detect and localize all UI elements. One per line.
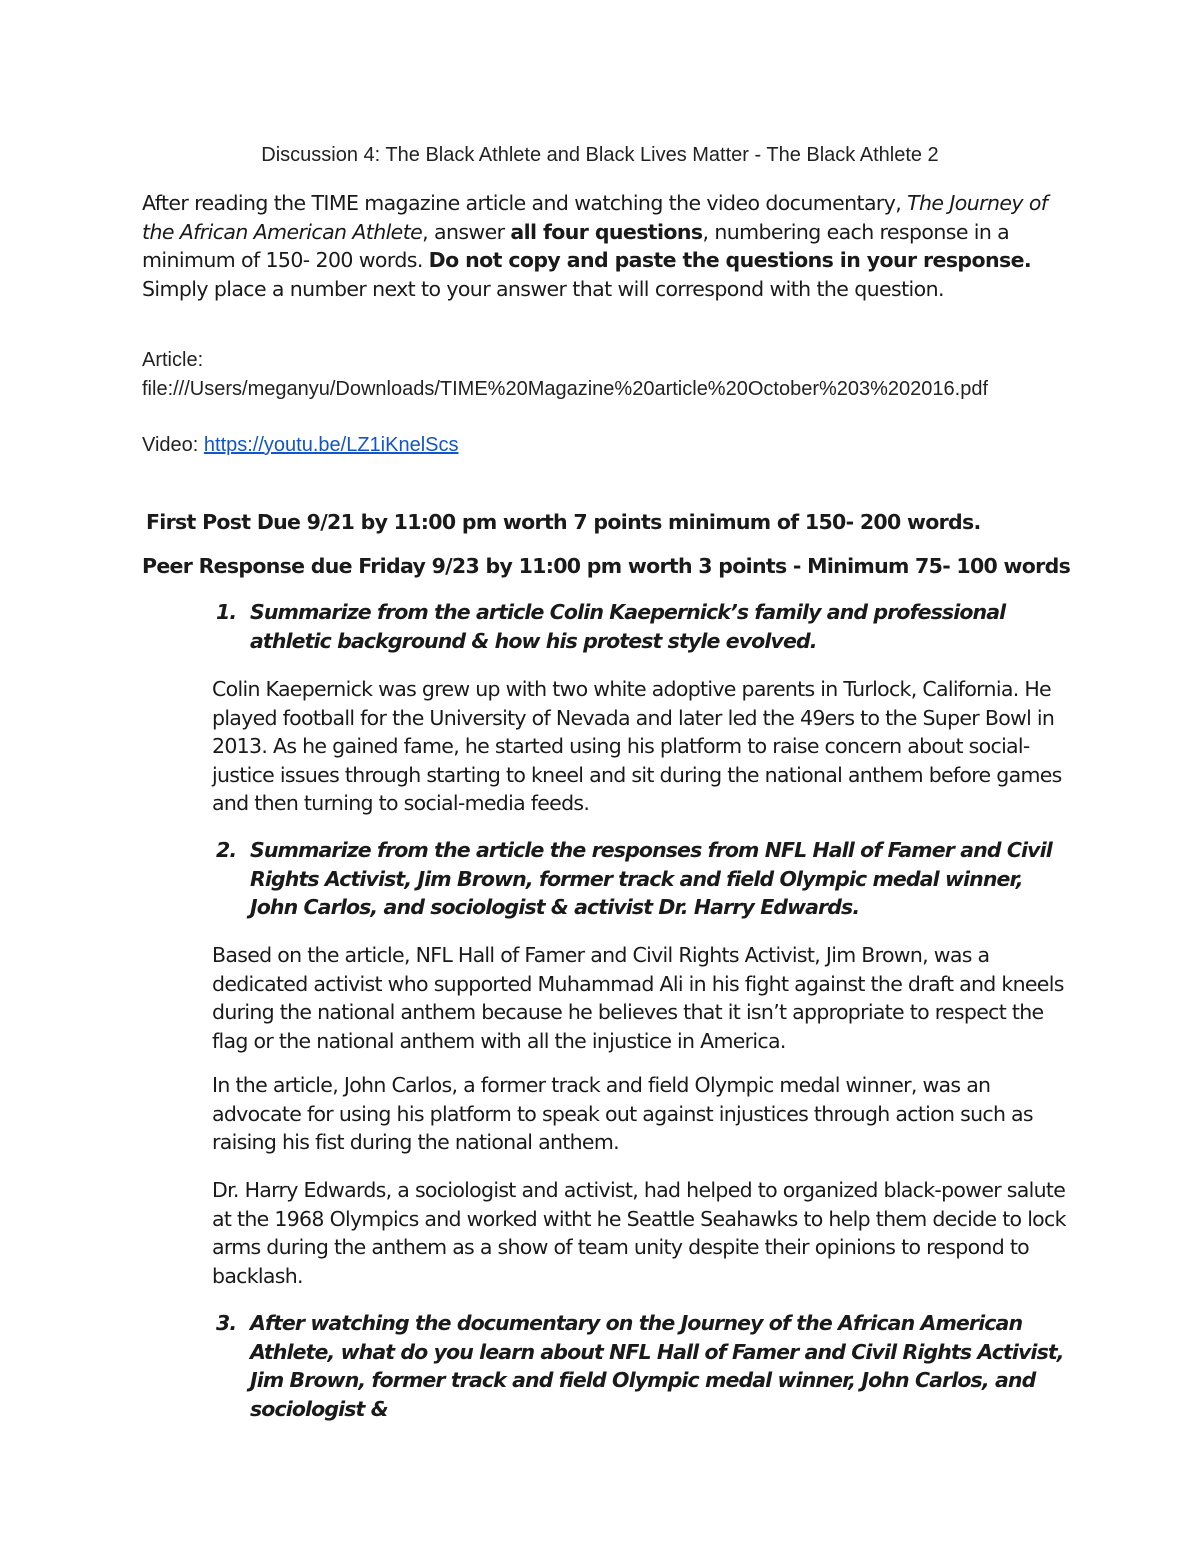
video-line xyxy=(142,431,459,460)
documentary-title: The Journey of the African American Athlete xyxy=(142,191,1048,244)
intro-text-3: , numbering each response in a minimum of 150- 200 words. xyxy=(142,219,1010,272)
answer-2-paragraph-2: In the article, John Carlos, a former track and field Olympic medal winner, was an advocate for using his platform to speak out against injustices through action such as raising his fist during the national anthem. xyxy=(212,1073,1033,1154)
question-text: Summarize from the article Colin Kaepernick’s family and professional athletic background & how his protest style evolved. xyxy=(250,600,1006,653)
page-title: Discussion 4: The Black Athlete and Black Lives Matter - The Black Athlete 2 xyxy=(261,144,939,166)
question-number: 2. xyxy=(216,838,237,862)
article-path: file:///Users/meganyu/Downloads/TIME%20Magazine%20article%20October%203%202016.pdf xyxy=(142,378,989,400)
question-3 xyxy=(216,1309,1076,1423)
answer-2-paragraph-3: Dr. Harry Edwards, a sociologist and activist, had helped to organized black-power salute at the 1968 Olympics and worked witht he Seattle Seahawks to help them decide to lock arms during the anthem as a show of team unity despite their opinions to respond to backlash. xyxy=(212,1178,1066,1288)
intro-text-4: Simply place a number next to your answer that will correspond with the question. xyxy=(142,276,944,301)
intro-bold-2: Do not copy and paste the questions in your response. xyxy=(428,248,1032,272)
question-1 xyxy=(216,598,1076,655)
intro-bold-1: all four questions xyxy=(510,219,703,244)
question-text: Summarize from the article the responses from NFL Hall of Famer and Civil Rights Activist, Jim Brown, former track and field Olympic medal winner, John Carlos, and sociologist & activist Dr. Harry Edwards. xyxy=(250,838,1052,919)
question-number: 1. xyxy=(216,600,237,624)
question-number: 3. xyxy=(216,1311,237,1335)
question-text: After watching the documentary on the Journey of the African American Athlete, what do you learn about NFL Hall of Famer and Civil Rights Activist, Jim Brown, former track and field Olympic medal winner, John Carlos, and sociologist & xyxy=(250,1311,1064,1421)
article-label: Article: xyxy=(142,349,204,371)
question-2 xyxy=(216,836,1076,922)
intro-text-2: , answer xyxy=(422,219,511,244)
video-link[interactable]: https://youtu.be/LZ1iKnelScs xyxy=(203,434,459,456)
answer-2-paragraph-1: Based on the article, NFL Hall of Famer and Civil Rights Activist, Jim Brown, was a dedicated activist who supported Muhammad Ali in his fight against the draft and kneels during the national anthem because he believes that it isn’t appropriate to respect the flag or the national anthem with all the injustice in America. xyxy=(212,943,1064,1053)
intro-paragraph xyxy=(142,189,1067,303)
first-post-due: First Post Due 9/21 by 11:00 pm worth 7 points minimum of 150- 200 words. xyxy=(146,510,981,534)
answer-1: Colin Kaepernick was grew up with two white adoptive parents in Turlock, California. He played football for the University of Nevada and later led the 49ers to the Super Bowl in 2013. As he gained fame, he started using his platform to raise concern about social-justice issues through starting to kneel and sit during the national anthem before games and then turning to social-media feeds. xyxy=(212,677,1062,815)
intro-text-1: After reading the TIME magazine article and watching the video documentary, xyxy=(142,191,908,215)
video-label: Video: xyxy=(142,434,204,456)
peer-response-due: Peer Response due Friday 9/23 by 11:00 pm worth 3 points - Minimum 75- 100 words xyxy=(142,554,1071,578)
